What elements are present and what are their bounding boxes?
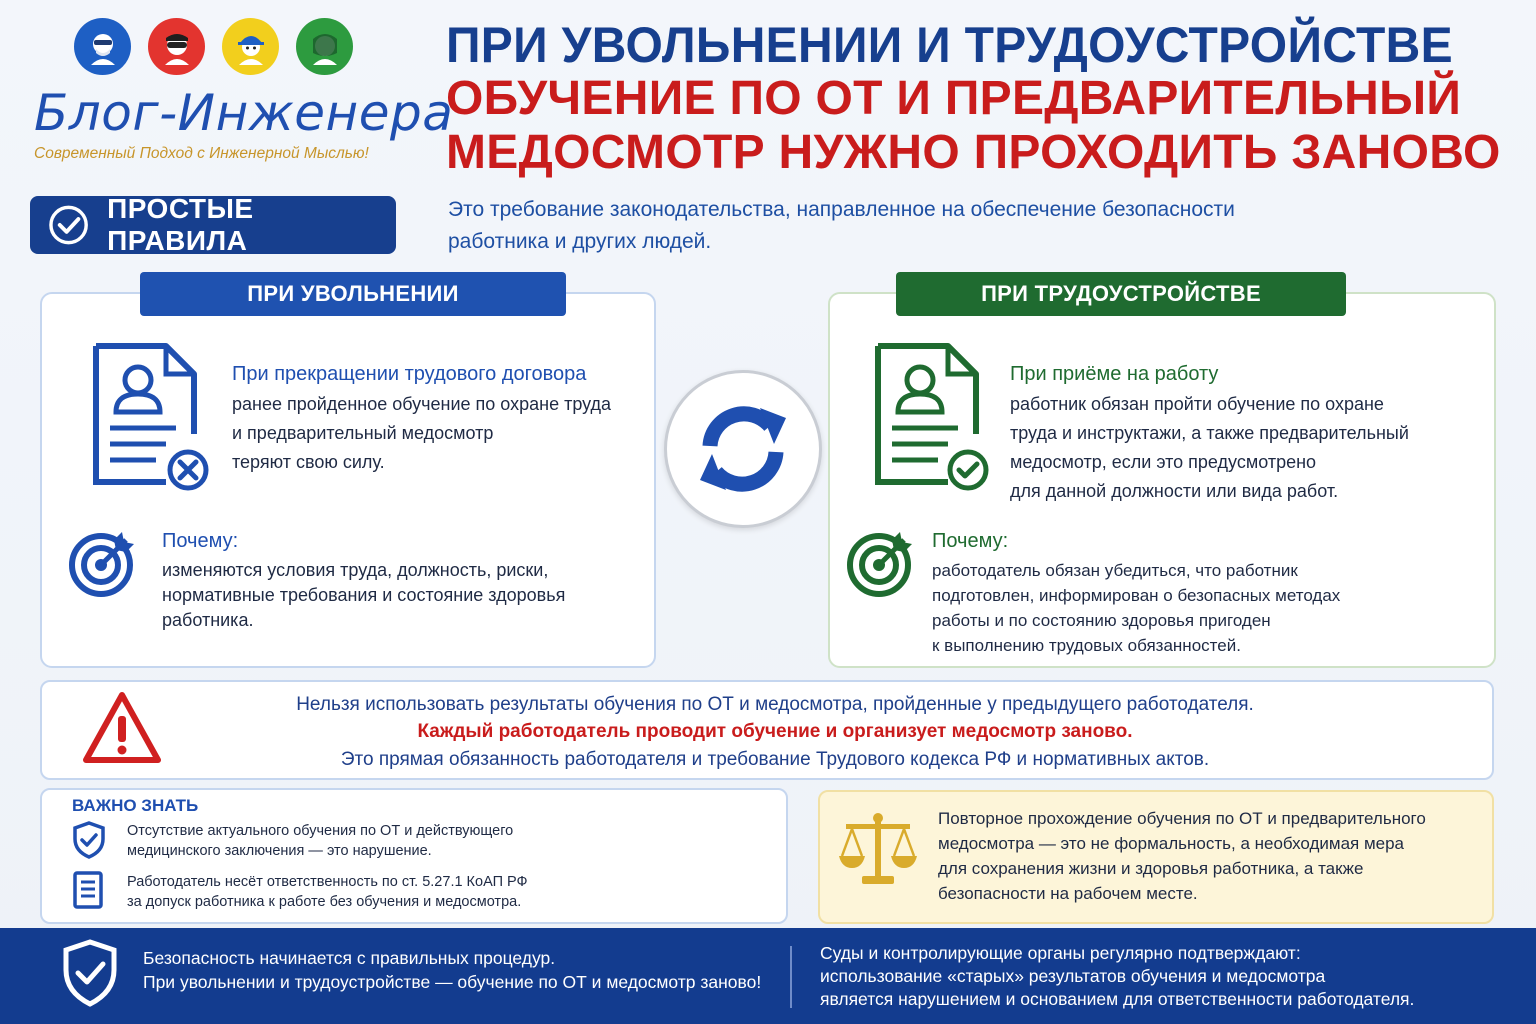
refresh-icon	[688, 394, 798, 504]
scale-note-text	[938, 806, 1478, 906]
footer-left-line: При увольнении и трудоустройстве — обучение по ОТ и медосмотр заново!	[143, 972, 762, 992]
warning-line3: Это прямая обязанность работодателя и требование Трудового кодекса РФ и нормативных актов.	[340, 749, 1210, 770]
scale-note-line: для сохранения жизни и здоровья работника, а также	[938, 859, 1364, 878]
headline-line1: ПРИ УВОЛЬНЕНИИ И ТРУДОУСТРОЙСТВЕ	[446, 17, 1453, 74]
scale-note-line: Повторное прохождение обучения по ОТ и предварительного	[938, 809, 1426, 828]
important-item1-line: медицинского заключения — это нарушение.	[127, 843, 432, 859]
important-item2-line: за допуск работника к работе без обучения и медосмотра.	[127, 894, 522, 910]
footer-right-line: Суды и контролирующие органы регулярно подтверждают:	[820, 943, 1301, 963]
logo-icons	[74, 18, 353, 75]
simple-rules-badge	[30, 193, 396, 256]
subtitle	[448, 194, 1408, 258]
dismissal-body-line: и предварительный медосмотр	[232, 423, 494, 443]
logo-name: Блог-Инженера	[34, 84, 454, 142]
hiring-body	[1010, 390, 1480, 506]
dismissal-body-line: теряют свою силу.	[232, 452, 385, 472]
scales-of-justice-icon	[836, 810, 920, 890]
dismissal-why-line: нормативные требования и состояние здоровья	[162, 585, 566, 605]
footer-left	[143, 946, 761, 994]
logo-slogan: Современный Подход с Инженерной Мыслью!	[34, 145, 369, 162]
hiring-heading: При приёме на работу	[1010, 363, 1219, 385]
dismissal-why-line: работника.	[162, 610, 254, 630]
document-cancel-icon	[90, 342, 210, 492]
scale-note-line: безопасности на рабочем месте.	[938, 884, 1198, 903]
shield-check-icon	[72, 820, 106, 860]
important-title: ВАЖНО ЗНАТЬ	[72, 796, 199, 815]
important-item2-line: Работодатель несёт ответственность по ст. 5.27.1 КоАП РФ	[127, 874, 528, 890]
headline-line3: МЕДОСМОТР НУЖНО ПРОХОДИТЬ ЗАНОВО	[446, 126, 1501, 179]
subtitle-line2: работника и других людей.	[448, 230, 712, 253]
footer-right-line: использование «старых» результатов обучения и медосмотра	[820, 966, 1326, 986]
hiring-body-line: для данной должности или вида работ.	[1010, 481, 1339, 501]
hiring-why-line: работодатель обязан убедиться, что работник	[932, 561, 1298, 580]
hiring-why-line: к выполнению трудовых обязанностей.	[932, 636, 1241, 655]
important-item1-line: Отсутствие актуального обучения по ОТ и действующего	[127, 823, 514, 839]
footer-right	[820, 942, 1414, 1011]
dismissal-why-body	[162, 558, 632, 633]
hiring-why-title: Почему:	[932, 530, 1009, 552]
important-item2	[127, 872, 528, 912]
hiring-body-line: медосмотр, если это предусмотрено	[1010, 452, 1317, 472]
hiring-why-body	[932, 558, 1472, 658]
worker-mask-icon	[74, 18, 131, 75]
shield-check-icon	[62, 938, 118, 1008]
target-icon	[846, 528, 916, 598]
hiring-why-line: подготовлен, информирован о безопасных методах	[932, 586, 1341, 605]
dismissal-heading: При прекращении трудового договора	[232, 363, 587, 385]
hiring-tab: ПРИ ТРУДОУСТРОЙСТВЕ	[896, 272, 1346, 316]
document-list-icon	[72, 870, 104, 910]
hiring-body-line: труда и инструктажи, а также предварительный	[1010, 423, 1409, 443]
dismissal-body-line: ранее пройденное обучение по охране труда	[232, 394, 612, 414]
footer-right-line: является нарушением и основанием для ответственности работодателя.	[820, 989, 1415, 1009]
worker-helmet-icon	[222, 18, 279, 75]
footer-divider	[790, 946, 792, 1008]
warning-line2: Каждый работодатель проводит обучение и организует медосмотр заново.	[417, 721, 1133, 742]
subtitle-line1: Это требование законодательства, направленное на обеспечение безопасности	[448, 198, 1235, 221]
document-check-icon	[872, 342, 992, 492]
warning-line1: Нельзя использовать результаты обучения по ОТ и медосмотра, пройденные у предыдущего работодателя.	[296, 694, 1254, 715]
worker-glasses-icon	[148, 18, 205, 75]
dismissal-tab: ПРИ УВОЛЬНЕНИИ	[140, 272, 566, 316]
badge-label: ПРОСТЫЕ ПРАВИЛА	[107, 193, 254, 256]
important-item1	[127, 821, 513, 861]
footer-left-line: Безопасность начинается с правильных процедур.	[143, 948, 556, 968]
target-icon	[68, 528, 138, 598]
dismissal-why-line: изменяются условия труда, должность, риски,	[162, 560, 549, 580]
worker-faceshield-icon	[296, 18, 353, 75]
hiring-why-line: работы и по состоянию здоровья пригоден	[932, 611, 1271, 630]
refresh-icon-circle	[664, 370, 822, 528]
dismissal-why-title: Почему:	[162, 530, 239, 552]
scale-note-line: медосмотра — это не формальность, а необходимая мера	[938, 834, 1405, 853]
headline-line2: ОБУЧЕНИЕ ПО ОТ И ПРЕДВАРИТЕЛЬНЫЙ	[446, 72, 1462, 125]
dismissal-body	[232, 390, 642, 477]
hiring-body-line: работник обязан пройти обучение по охране	[1010, 394, 1384, 414]
check-circle-icon	[48, 204, 89, 246]
warning-triangle-icon	[82, 690, 162, 766]
